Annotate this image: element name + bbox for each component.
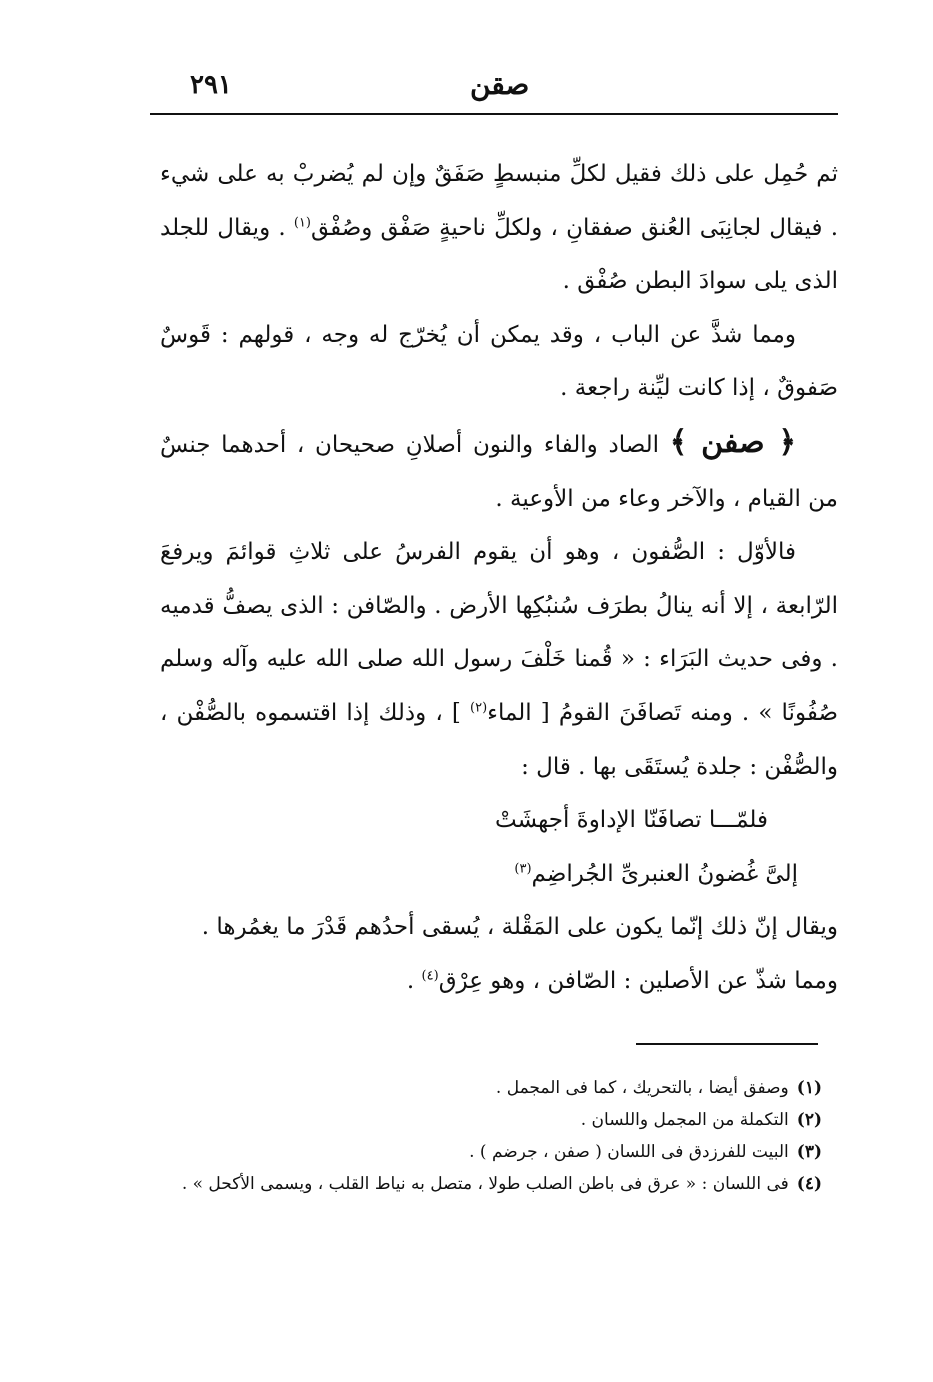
- verse-line-1: فلمّـــا تصافَنّا الإداوةَ أجهشَتْ: [495, 807, 768, 834]
- line-2-end: . ويقال للجلد الذى: [160, 214, 838, 295]
- footnote-2: [160, 1104, 838, 1136]
- footnote-ref-2[interactable]: (٢): [470, 700, 488, 716]
- page-number: ٢٩١: [190, 70, 232, 100]
- paragraph-4-b: ] ، وذلك إذا اقتسموه بالصُّفْن ، والصُّفْن : جلدة يُستَقَى بها . قال :: [160, 699, 838, 780]
- footnote-rule: [636, 1043, 818, 1045]
- footnote-number: (١): [796, 1078, 822, 1098]
- header-rule: [150, 113, 838, 115]
- paragraph-6: [160, 955, 838, 1009]
- footnotes: [160, 1072, 838, 1200]
- footnote-text: التكملة من المجمل واللسان .: [580, 1110, 789, 1130]
- paragraph-4-a: فالأوّل : الصُّفون ، وهو أن يقوم الفرسُ على ثلاثِ قوائمَ ويرفعَ الرّابعة ، إلا أنه ينالُ بطرَف سُنبُكِها الأرض . والصّافن : الذى يصفُّ قدميه . وفى حديث البَرَاء : « قُمنا خَلْفَ رسول الله صلى الله عليه وآله وسلم صُفُونًا » . ومنه تَصافَنَ القومُ [ الماء: [160, 539, 839, 726]
- main-text: [160, 148, 838, 1009]
- paragraph-3-text: الصاد والفاء والنون أصلانِ صحيحان ، أحدهما جنسٌ من القيام ، والآخر وعاء من الأوعية .: [160, 431, 838, 512]
- line-3: يلى سوادَ البطن صُفْق .: [562, 268, 788, 295]
- verse-line-2-text: إلىَّ غُضونُ العنبرىِّ الجُراضِم: [531, 860, 798, 887]
- title-bracket-open: ﴿: [778, 424, 797, 460]
- paragraph-3: [160, 416, 838, 526]
- footnote-number: (٤): [796, 1174, 822, 1194]
- footnote-text: فى اللسان : « عرق فى باطن الصلب طولا ، متصل به نياط القلب ، ويسمى الأكحل » .: [181, 1174, 789, 1194]
- paragraph-4: [160, 526, 838, 794]
- paragraph-6-text: ومما شذّ عن الأصلين : الصّافن ، وهو عِرْق: [438, 967, 838, 994]
- title-bracket-close: ﴾: [669, 424, 688, 460]
- paragraph-2: ومما شذَّ عن الباب ، وقد يمكن أن يُخرّج له وجه ، قولهم : قَوسٌ صَفوقٌ ، إذا كانت ليِّنة راجعة .: [160, 321, 838, 402]
- entry-title: [670, 425, 796, 460]
- footnote-4: [160, 1168, 838, 1200]
- footnote-number: (٢): [796, 1110, 822, 1130]
- paragraph-1: [160, 148, 838, 309]
- footnote-text: وصفق أيضا ، بالتحريك ، كما فى المجمل .: [495, 1078, 789, 1098]
- footnote-ref-3[interactable]: (٣): [514, 861, 532, 877]
- paragraph-6-end: .: [406, 967, 415, 994]
- footnote-3: [160, 1136, 838, 1168]
- footnote-ref-4[interactable]: (٤): [421, 968, 439, 984]
- footnote-1: [160, 1072, 838, 1104]
- footnote-number: (٣): [796, 1142, 822, 1162]
- verse-line-2: [160, 848, 838, 902]
- line-1: ثم حُمِل على ذلك فقيل لكلِّ منبسطٍ صَفَقٌ وإن لم يُضربْ به على شيء .: [160, 161, 839, 241]
- line-2: فيقال لجانِبَى العُنق صفقانِ ، ولكلِّ ناحيةٍ صَفْق وصُفْق: [310, 214, 823, 241]
- paragraph-5: ويقال إنّ ذلك إنّما يكون على المَقْلة ، يُسقى أحدُهم قَدْرَ ما يغمُرها .: [201, 914, 838, 941]
- running-head: صقن: [470, 68, 530, 101]
- footnote-text: البيت للفرزدق فى اللسان ( صفن ، جرضم ) .: [469, 1142, 789, 1162]
- footnote-ref-1[interactable]: (١): [293, 214, 311, 230]
- entry-headword: صفن: [701, 424, 765, 460]
- page-header: [150, 60, 838, 110]
